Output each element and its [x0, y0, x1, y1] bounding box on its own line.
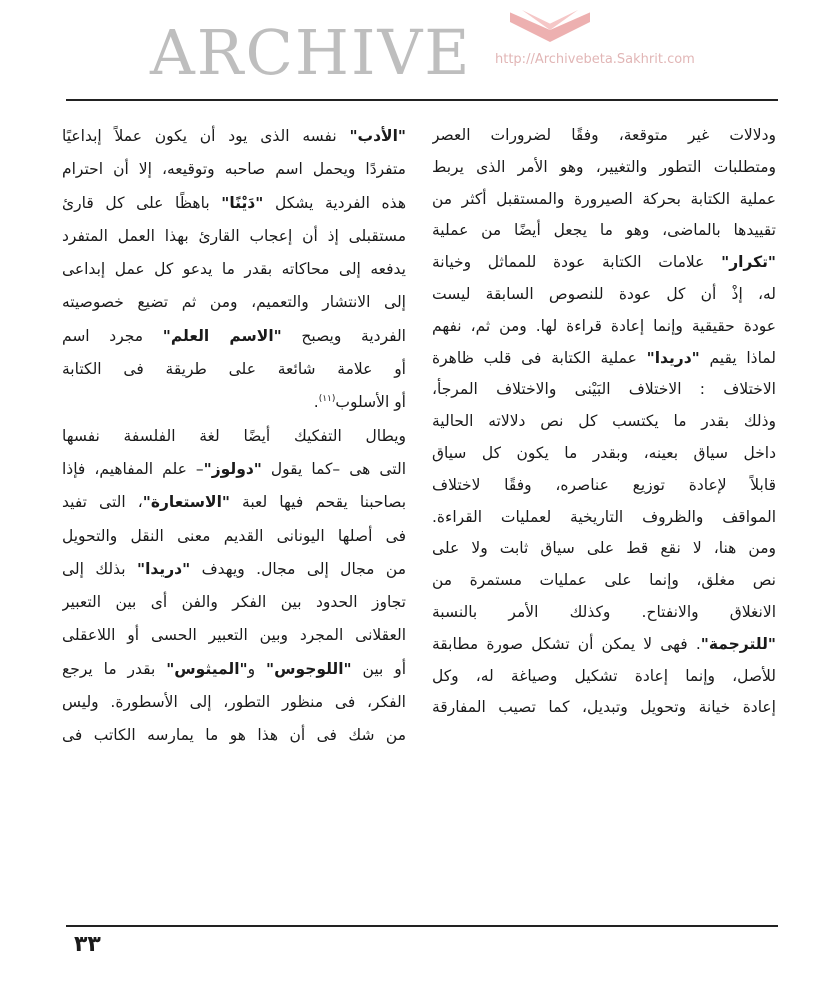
- text-line: [62, 653, 406, 686]
- text-segment: إلى الانتشار والتعميم، ومن ثم تضيع خصوصيته: [62, 293, 406, 312]
- emphasized-term: "دريدا": [137, 559, 191, 578]
- text-segment: – علم المفاهيم، فإذا: [62, 459, 204, 478]
- text-segment: داخل سياق بعينه، وبقدر ما يكون كل سياق: [432, 443, 776, 462]
- text-line: [432, 502, 776, 534]
- emphasized-term: "الأدب": [349, 127, 406, 145]
- emphasized-term: "الميثوس": [166, 659, 248, 678]
- text-line: [62, 719, 406, 752]
- text-segment: و: [247, 659, 267, 678]
- bottom-rule: [66, 925, 778, 927]
- text-line: [62, 120, 406, 153]
- top-rule: [66, 99, 778, 101]
- text-segment: التى هى –كما يقول: [261, 459, 406, 478]
- archive-watermark: [150, 4, 710, 94]
- text-line: [432, 311, 776, 343]
- text-segment: باهظًا على كل قارئ: [62, 193, 222, 212]
- text-line: [432, 247, 776, 279]
- text-segment: مستقبلى إذ أن إعجاب القارئ بهذا العمل المتفرد: [62, 226, 406, 245]
- text-segment: أو بين: [351, 659, 406, 678]
- emphasized-term: "دولوز": [203, 459, 262, 478]
- text-line: [62, 686, 406, 719]
- page-number: ٣٣: [74, 932, 101, 957]
- text-line: [62, 386, 406, 419]
- text-segment: بذلك إلى: [62, 559, 138, 578]
- text-segment: قابلاً لإعادة توزيع عناصره، وفقًا لاختلاف: [432, 475, 776, 494]
- watermark-url: http://Archivebeta.Sakhrit.com: [495, 52, 695, 67]
- text-line: [62, 187, 406, 220]
- left-column: [62, 120, 406, 753]
- emphasized-term: "دريدا": [646, 348, 700, 367]
- text-segment: نفسه الذى يود أن يكون عملاً إبداعيًا: [62, 127, 350, 145]
- text-line: [62, 353, 406, 386]
- text-line: [432, 374, 776, 406]
- text-line: [432, 661, 776, 693]
- text-segment: تقييدها بالماضى، وهو ما يجعل أيضًا من عملية: [432, 221, 776, 240]
- watermark-text: ARCHIVE: [150, 16, 472, 89]
- text-segment: ، التى تفيد: [62, 493, 143, 512]
- emphasized-term: "الاسم العلم": [162, 326, 282, 345]
- text-segment: مجرد اسم: [62, 326, 163, 345]
- text-line: [62, 486, 406, 519]
- text-segment: وذلك بقدر ما يكتسب كل نص دلالاته الحالية: [432, 412, 776, 431]
- text-line: [62, 586, 406, 619]
- emphasized-term: "للترجمة": [700, 634, 776, 653]
- emphasized-term: "تكرار": [721, 253, 776, 272]
- text-segment: الاختلاف : الاختلاف البَيْنى والاختلاف المرجأ،: [432, 380, 776, 399]
- text-line: [432, 279, 776, 311]
- text-segment: يدفعه إلى محاكاته بقدر ما يدعو كل عمل إبداعى: [62, 260, 406, 279]
- text-segment: . فهى لا يمكن أن تشكل صورة مطابقة: [432, 634, 701, 653]
- text-segment: عملية الكتابة بحركة الصيرورة والمستقبل أكثر من: [432, 189, 776, 208]
- text-line: [432, 215, 776, 247]
- text-segment: ومن هنا، لا نقع قط على سياق ثابت ولا على: [432, 539, 776, 558]
- emphasized-term: "دَيْنًا": [221, 193, 264, 212]
- text-segment: .: [313, 393, 319, 412]
- text-segment: الفكر، فى منظور التطور، إلى الأسطورة. وليس: [62, 693, 406, 712]
- text-segment: الانغلاق والانفتاح. وكذلك الأمر بالنسبة: [432, 602, 776, 621]
- text-segment: العقلانى المجرد وبين التعبير الحسى أو اللاعقلى: [62, 626, 406, 645]
- text-line: [432, 533, 776, 565]
- text-segment: المواقف والظروف التاريخية لعمليات القراءة.: [432, 507, 776, 526]
- text-segment: هذه الفردية يشكل: [263, 193, 406, 212]
- text-segment: متفردًا ويحمل اسم صاحبه وتوقيعه، إلا أن احترام: [62, 160, 406, 179]
- right-column: [432, 120, 776, 724]
- text-segment: ومتطلبات التطور والتغيير، وهو الأمر الذى يربط: [432, 157, 776, 176]
- text-line: [62, 220, 406, 253]
- text-line: [432, 438, 776, 470]
- book-logo-icon: [505, 6, 595, 46]
- text-segment: ودلالات غير متوقعة، وفقًا لضرورات العصر: [432, 126, 776, 144]
- text-line: [62, 286, 406, 319]
- text-segment: ويطال التفكيك أيضًا لغة الفلسفة نفسها: [62, 426, 406, 445]
- text-segment: علامات الكتابة عودة للمماثل وخيانة: [432, 253, 722, 272]
- text-segment: نص مغلق، وإنما على عمليات مستمرة من: [432, 571, 776, 590]
- text-line: [432, 692, 776, 724]
- text-segment: لماذا يقيم: [699, 348, 776, 367]
- text-segment: أو علامة شائعة على طريقة فى الكتابة: [62, 360, 406, 379]
- text-line: [432, 597, 776, 629]
- text-line: [62, 320, 406, 353]
- text-line: [62, 153, 406, 186]
- text-line: [432, 152, 776, 184]
- text-line: [62, 520, 406, 553]
- text-segment: فى أصلها اليونانى القديم معنى النقل والتحويل: [62, 526, 406, 545]
- text-line: [62, 619, 406, 652]
- text-segment: عملية الكتابة فى قلب ظاهرة: [432, 348, 647, 367]
- text-line: [62, 253, 406, 286]
- text-line: [432, 184, 776, 216]
- text-segment: بصاحبنا يقحم فيها لعبة: [229, 493, 406, 512]
- emphasized-term: "الاستعارة": [142, 493, 230, 512]
- text-segment: تجاوز الحدود بين الفكر والفن أى بين التعبير: [62, 593, 406, 612]
- text-segment: أو الأسلوب: [335, 393, 406, 412]
- text-line: [432, 470, 776, 502]
- footnote-ref: (١١): [318, 394, 336, 405]
- text-segment: بقدر ما يرجع: [62, 659, 167, 678]
- text-line: [62, 420, 406, 453]
- text-segment: من مجال إلى مجال. ويهدف: [190, 559, 406, 578]
- text-segment: له، إذْ أن كل عودة للنصوص السابقة ليست: [432, 284, 776, 303]
- text-line: [432, 120, 776, 152]
- text-line: [62, 453, 406, 486]
- text-line: [432, 629, 776, 661]
- text-segment: للأصل، وإنما إعادة تشكيل وصياغة له، وكل: [432, 666, 776, 685]
- text-segment: الفردية ويصبح: [281, 326, 406, 345]
- text-line: [432, 565, 776, 597]
- text-segment: إعادة خيانة وتحويل وتبديل، كما تصيب المفارقة: [432, 698, 776, 717]
- text-line: [62, 553, 406, 586]
- text-segment: عودة حقيقية وإنما إعادة قراءة لها. ومن ثم، نفهم: [432, 316, 776, 335]
- text-line: [432, 343, 776, 375]
- text-line: [432, 406, 776, 438]
- emphasized-term: "اللوجوس": [266, 659, 352, 678]
- text-segment: من شك فى أن هذا هو ما يمارسه الكاتب فى: [62, 726, 406, 745]
